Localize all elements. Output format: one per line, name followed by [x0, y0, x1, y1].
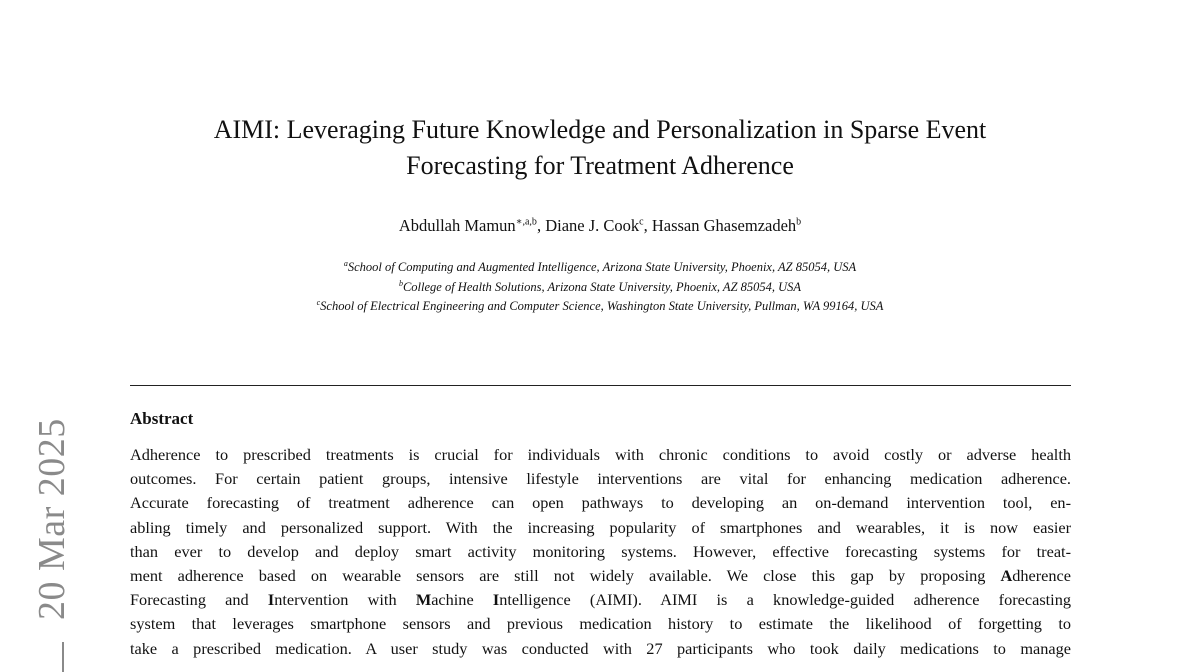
side-stamp-date: 20 Mar 2025	[31, 418, 73, 620]
abstract-line: outcomes. For certain patient groups, intensive lifestyle interventions are vital for enhancing medication adherence.	[130, 469, 1071, 489]
abstract-line: system that leverages smartphone sensors and previous medication history to estimate the likelihood of forgetting to	[130, 614, 1071, 634]
affiliation-text: College of Health Solutions, Arizona State University, Phoenix, AZ 85054, USA	[402, 279, 802, 294]
paper-title	[120, 112, 1080, 184]
affiliation-text: School of Electrical Engineering and Computer Science, Washington State University, Pullman, WA 99164, USA	[320, 299, 884, 313]
abstract-line: take a prescribed medication. A user study was conducted with 27 participants who took daily medications to manage	[130, 638, 1071, 658]
arxiv-side-stamp	[24, 410, 72, 670]
title-line-1: AIMI: Leveraging Future Knowledge and Personalization in Sparse Event	[213, 115, 987, 144]
affiliation-text: School of Computing and Augmented Intelligence, Arizona State University, Phoenix, AZ 85054, USA	[347, 260, 857, 274]
abstract-body	[130, 443, 1071, 661]
title-line-2: Forecasting for Treatment Adherence	[406, 151, 794, 180]
affiliation	[0, 278, 1200, 298]
affiliation	[0, 297, 1200, 317]
abstract-line: than ever to develop and deploy smart activity monitoring systems. However, effective forecasting systems for treat-	[130, 541, 1071, 561]
abstract-line: Accurate forecasting of treatment adherence can open pathways to developing an on-demand intervention tool, en-	[130, 493, 1071, 513]
author-name: Abdullah Mamun	[398, 216, 516, 235]
author-affiliation-marks: b	[796, 216, 802, 228]
abstract-line: ment adherence based on wearable sensors are still not widely available. We close this gap by proposing Adherence	[130, 566, 1071, 586]
side-stamp-bar	[62, 642, 64, 672]
abstract-line: Forecasting and Intervention with Machine Intelligence (AIMI). AIMI is a knowledge-guided adherence forecasting	[130, 590, 1071, 610]
affiliation-mark: b	[398, 278, 403, 288]
author-name: Hassan Ghasemzadeh	[651, 216, 797, 235]
affiliation-mark: a	[343, 258, 348, 268]
author-list: Abdullah Mamun$^{∗,a,b}$, Diane J. Cook$^c$, Hassan Ghasemzadeh$^b$	[398, 216, 802, 235]
affiliation-list	[0, 258, 1200, 317]
author-affiliation-marks: ∗,a,b	[515, 216, 537, 228]
abstract-line: abling timely and personalized support. With the increasing popularity of smartphones and wearables, it is now easier	[130, 517, 1071, 537]
abstract-heading: Abstract	[130, 409, 194, 428]
abstract-line: Adherence to prescribed treatments is crucial for individuals with chronic conditions to avoid costly or adverse health	[130, 445, 1071, 464]
section-divider	[130, 385, 1071, 386]
author-name: Diane J. Cook	[545, 216, 640, 235]
affiliation	[0, 258, 1200, 278]
affiliation-mark: c	[316, 297, 321, 307]
author-affiliation-marks: c	[639, 216, 644, 228]
